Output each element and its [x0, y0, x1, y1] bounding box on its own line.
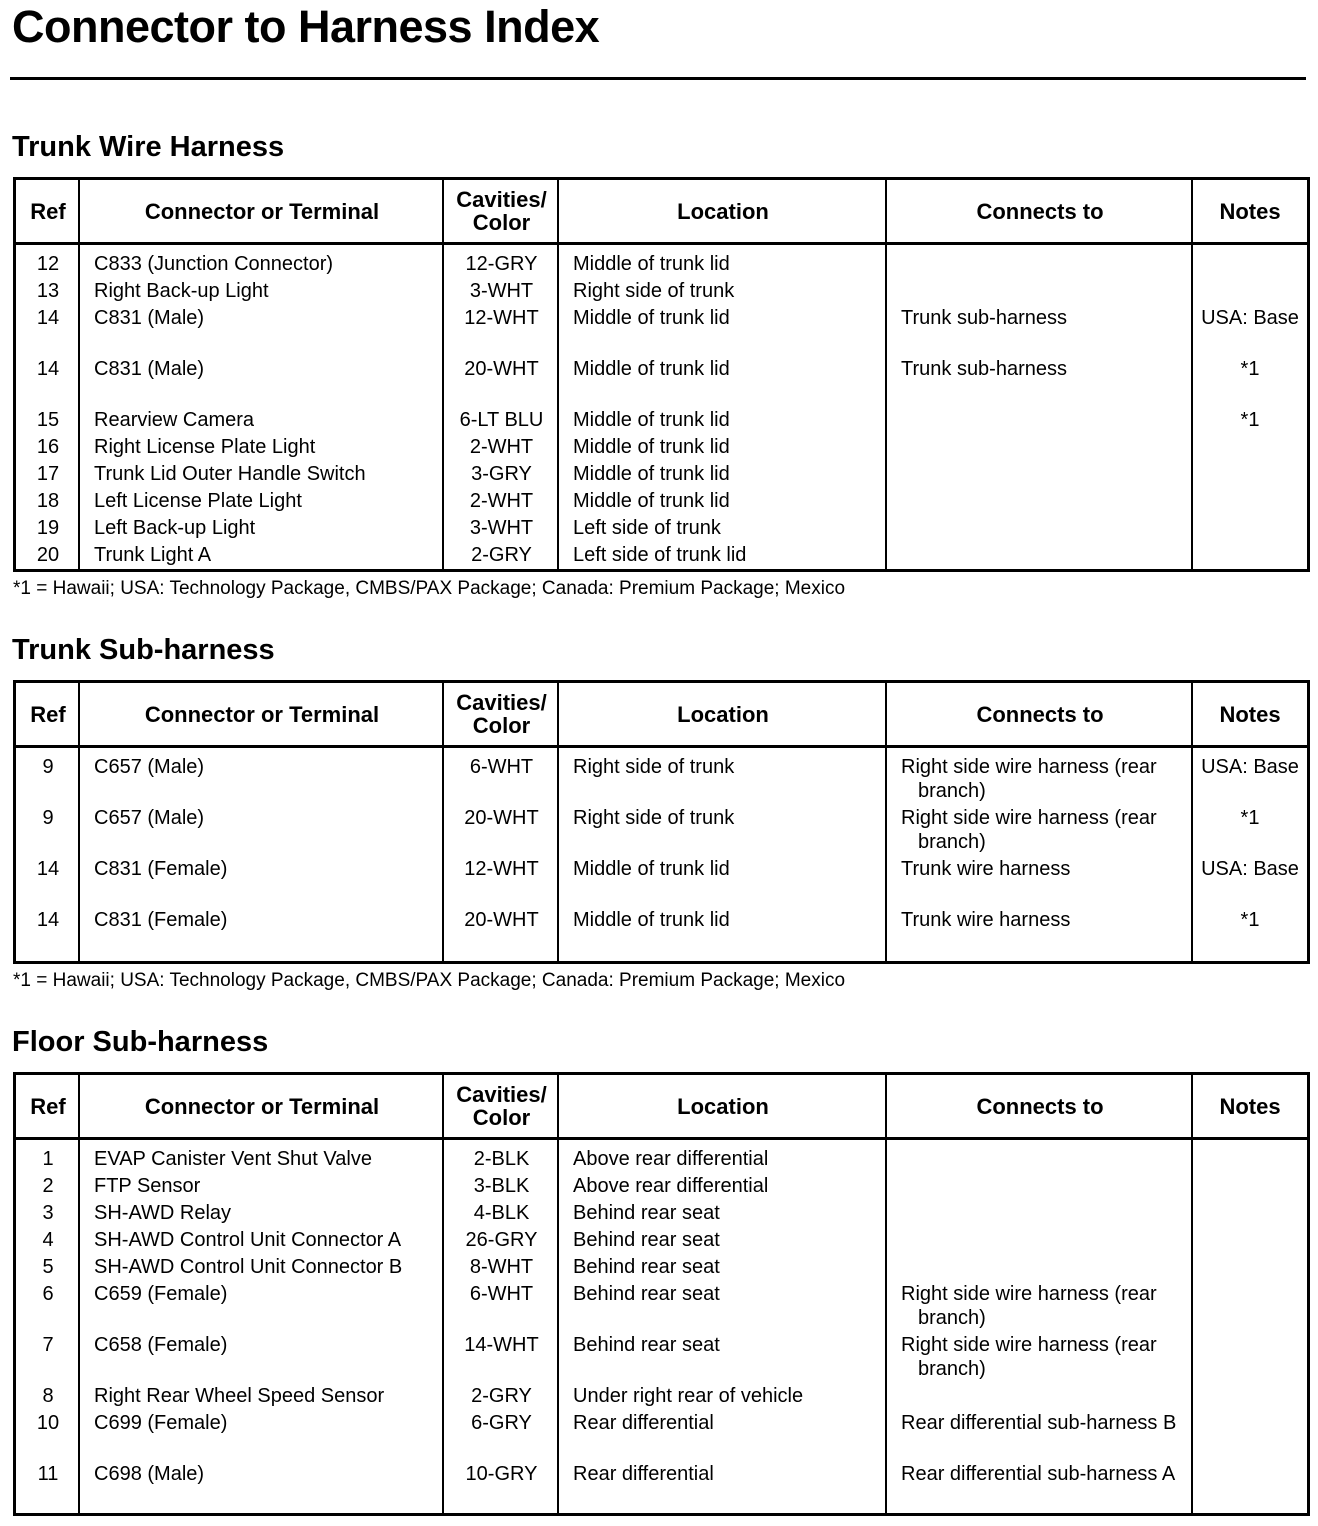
cell-ref: 3	[42, 1202, 54, 1224]
cell-cavities: 3-WHT	[469, 280, 534, 302]
cell-connector: SH-AWD Control Unit Connector A	[94, 1229, 402, 1251]
connects-to-line-2: branch)	[918, 831, 986, 853]
table-row	[16, 543, 1307, 570]
header-ref: Ref	[30, 701, 66, 727]
cell-notes	[1193, 435, 1307, 462]
cell-notes	[1193, 1174, 1307, 1201]
cell-connects-to	[887, 435, 1193, 462]
table-row	[16, 755, 1307, 806]
cell-cavities: 2-GRY	[471, 544, 532, 566]
cell-connector: C698 (Male)	[94, 1463, 205, 1485]
connects-to-line-1: Trunk wire harness	[901, 858, 1071, 880]
cell-connects-to	[887, 1411, 1193, 1462]
cell-ref: 14	[36, 358, 60, 380]
cell-connector: FTP Sensor	[94, 1175, 201, 1197]
cell-ref: 6	[42, 1283, 54, 1305]
cell-cavities: 4-BLK	[473, 1202, 530, 1224]
connects-to-line-1: Trunk sub-harness	[901, 358, 1067, 380]
section-title-floor-sub-harness: Floor Sub-harness	[12, 1026, 269, 1058]
table-row	[16, 1462, 1307, 1489]
cell-connects-to	[887, 1282, 1193, 1333]
cell-notes: *1	[1240, 409, 1260, 431]
cell-cavities: 6-LT BLU	[459, 409, 544, 431]
cell-cavities: 6-GRY	[471, 1412, 532, 1434]
cell-ref: 11	[37, 1463, 59, 1485]
table-row	[16, 462, 1307, 489]
connects-to-line-2: branch)	[918, 1358, 986, 1380]
cell-notes: *1	[1240, 358, 1260, 380]
cell-location: Middle of trunk lid	[573, 490, 730, 512]
section-title-trunk-wire-harness: Trunk Wire Harness	[12, 131, 285, 163]
cell-connector: C659 (Female)	[94, 1283, 228, 1305]
cell-connector: SH-AWD Relay	[94, 1202, 232, 1224]
cell-cavities: 12-WHT	[464, 858, 539, 880]
table-row	[16, 1282, 1307, 1333]
table-row	[16, 489, 1307, 516]
title-divider	[10, 77, 1306, 80]
header-cavities: Cavities/ Color	[456, 1082, 547, 1130]
cell-cavities: 2-BLK	[473, 1148, 530, 1170]
header-connector: Connector or Terminal	[144, 701, 380, 727]
connects-to-line-1: Right side wire harness (rear	[901, 1334, 1157, 1356]
cell-notes	[1193, 1228, 1307, 1255]
cell-cavities: 20-WHT	[464, 807, 539, 829]
header-ref: Ref	[30, 1093, 66, 1119]
cell-connects-to	[887, 755, 1193, 806]
table-row	[16, 408, 1307, 435]
cell-connects-to	[887, 1462, 1193, 1489]
cell-connects-to	[887, 1201, 1193, 1228]
cell-cavities: 6-WHT	[469, 756, 534, 778]
cell-notes: USA: Base	[1201, 756, 1299, 778]
cell-location: Middle of trunk lid	[573, 358, 730, 380]
cell-location: Middle of trunk lid	[573, 253, 730, 275]
cell-connector: C833 (Junction Connector)	[94, 253, 334, 275]
cell-notes	[1193, 1333, 1307, 1384]
connects-to-line-1: Right side wire harness (rear	[901, 807, 1157, 829]
cell-ref: 14	[36, 858, 60, 880]
table-row	[16, 1411, 1307, 1462]
connects-to-line-1: Right side wire harness (rear	[901, 756, 1157, 778]
cell-cavities: 20-WHT	[464, 909, 539, 931]
cell-connects-to	[887, 806, 1193, 857]
cell-location: Behind rear seat	[573, 1229, 720, 1251]
connects-to-line-2: branch)	[918, 1307, 986, 1329]
cell-connector: Rearview Camera	[94, 409, 255, 431]
cell-ref: 14	[36, 909, 60, 931]
table-row	[16, 857, 1307, 908]
cell-cavities: 3-BLK	[473, 1175, 530, 1197]
table-row	[16, 1384, 1307, 1411]
cell-connects-to	[887, 516, 1193, 543]
cell-connects-to	[887, 1384, 1193, 1411]
connects-to-line-1: Trunk sub-harness	[901, 307, 1067, 329]
cell-notes	[1193, 1282, 1307, 1333]
cell-location: Right side of trunk	[573, 280, 735, 302]
cell-cavities: 2-WHT	[469, 490, 534, 512]
cell-location: Above rear differential	[573, 1148, 769, 1170]
cell-connects-to	[887, 462, 1193, 489]
cell-ref: 10	[36, 1412, 60, 1434]
connects-to-line-1: Rear differential sub-harness A	[901, 1463, 1176, 1485]
cell-connector: Trunk Light A	[94, 544, 212, 566]
cell-cavities: 10-GRY	[465, 1463, 538, 1485]
table-header	[16, 683, 1307, 748]
cell-cavities: 14-WHT	[464, 1334, 539, 1356]
cell-notes	[1193, 543, 1307, 570]
cell-ref: 8	[42, 1385, 54, 1407]
cell-notes	[1193, 1462, 1307, 1489]
cell-connector: C831 (Male)	[94, 307, 205, 329]
cell-ref: 13	[36, 280, 60, 302]
cell-location: Behind rear seat	[573, 1283, 720, 1305]
cell-connector: C831 (Female)	[94, 909, 228, 931]
footnote: *1 = Hawaii; USA: Technology Package, CMBS/PAX Package; Canada: Premium Package; Mexico	[13, 970, 846, 991]
cell-cavities: 12-WHT	[464, 307, 539, 329]
cell-connects-to	[887, 357, 1193, 408]
table-row	[16, 1147, 1307, 1174]
cell-notes: *1	[1240, 909, 1260, 931]
table-row	[16, 1174, 1307, 1201]
header-cavities: Cavities/ Color	[456, 187, 547, 235]
cell-ref: 20	[36, 544, 60, 566]
header-connects-to: Connects to	[976, 1093, 1104, 1119]
header-connects-to: Connects to	[976, 701, 1104, 727]
cell-location: Left side of trunk	[573, 517, 721, 539]
cell-notes	[1193, 252, 1307, 279]
cell-connects-to	[887, 1228, 1193, 1255]
cell-connects-to	[887, 252, 1193, 279]
cell-notes	[1193, 1384, 1307, 1411]
header-notes: Notes	[1219, 701, 1281, 727]
cell-ref: 5	[42, 1256, 54, 1278]
cell-ref: 9	[42, 807, 54, 829]
cell-cavities: 20-WHT	[464, 358, 539, 380]
header-notes: Notes	[1219, 198, 1281, 224]
cell-connector: C831 (Female)	[94, 858, 228, 880]
cell-connects-to	[887, 543, 1193, 570]
header-connects-to: Connects to	[976, 198, 1104, 224]
cell-cavities: 2-WHT	[469, 436, 534, 458]
table-header	[16, 180, 1307, 245]
cell-location: Under right rear of vehicle	[573, 1385, 804, 1407]
cell-cavities: 8-WHT	[469, 1256, 534, 1278]
cell-ref: 12	[36, 253, 60, 275]
table-row	[16, 435, 1307, 462]
cell-connector: C699 (Female)	[94, 1412, 228, 1434]
cell-cavities: 3-WHT	[469, 517, 534, 539]
cell-connector: Right Rear Wheel Speed Sensor	[94, 1385, 385, 1407]
cell-location: Rear differential	[573, 1463, 714, 1485]
connects-to-line-2: branch)	[918, 780, 986, 802]
cell-connects-to	[887, 908, 1193, 959]
cell-connects-to	[887, 1333, 1193, 1384]
cell-connector: Trunk Lid Outer Handle Switch	[94, 463, 366, 485]
connects-to-line-1: Trunk wire harness	[901, 909, 1071, 931]
table-row	[16, 1255, 1307, 1282]
cell-notes: *1	[1240, 807, 1260, 829]
header-location: Location	[677, 1093, 769, 1119]
cell-location: Middle of trunk lid	[573, 858, 730, 880]
cell-cavities: 12-GRY	[465, 253, 538, 275]
table-row	[16, 1201, 1307, 1228]
table-trunk-sub-harness	[13, 680, 1310, 964]
cell-connects-to	[887, 306, 1193, 357]
cell-connects-to	[887, 1255, 1193, 1282]
cell-connector: Left Back-up Light	[94, 517, 256, 539]
cell-connector: C658 (Female)	[94, 1334, 228, 1356]
table-row	[16, 252, 1307, 279]
cell-ref: 4	[42, 1229, 54, 1251]
cell-location: Rear differential	[573, 1412, 714, 1434]
cell-cavities: 26-GRY	[465, 1229, 538, 1251]
table-row	[16, 357, 1307, 408]
cell-notes	[1193, 516, 1307, 543]
cell-location: Behind rear seat	[573, 1334, 720, 1356]
header-cavities: Cavities/ Color	[456, 690, 547, 738]
cell-location: Right side of trunk	[573, 756, 735, 778]
section-title-trunk-sub-harness: Trunk Sub-harness	[12, 634, 275, 666]
cell-cavities: 3-GRY	[471, 463, 532, 485]
header-location: Location	[677, 198, 769, 224]
header-connector: Connector or Terminal	[144, 198, 380, 224]
cell-connector: C657 (Male)	[94, 756, 205, 778]
cell-notes	[1193, 1255, 1307, 1282]
table-row	[16, 1228, 1307, 1255]
cell-notes	[1193, 1411, 1307, 1462]
cell-ref: 2	[42, 1175, 54, 1197]
cell-notes: USA: Base	[1201, 858, 1299, 880]
cell-ref: 9	[42, 756, 54, 778]
table-row	[16, 279, 1307, 306]
cell-connector: Right Back-up Light	[94, 280, 269, 302]
cell-location: Middle of trunk lid	[573, 409, 730, 431]
cell-ref: 1	[42, 1148, 54, 1170]
cell-location: Right side of trunk	[573, 807, 735, 829]
cell-connector: SH-AWD Control Unit Connector B	[94, 1256, 403, 1278]
header-notes: Notes	[1219, 1093, 1281, 1119]
cell-ref: 15	[36, 409, 60, 431]
cell-connects-to	[887, 1147, 1193, 1174]
table-row	[16, 1333, 1307, 1384]
cell-notes	[1193, 279, 1307, 306]
table-floor-sub-harness	[13, 1072, 1310, 1516]
table-row	[16, 806, 1307, 857]
table-trunk-wire-harness	[13, 177, 1310, 572]
cell-connector: EVAP Canister Vent Shut Valve	[94, 1148, 372, 1170]
page-title: Connector to Harness Index	[12, 1, 600, 52]
connects-to-line-1: Right side wire harness (rear	[901, 1283, 1157, 1305]
cell-connector: C657 (Male)	[94, 807, 205, 829]
cell-connects-to	[887, 489, 1193, 516]
cell-cavities: 6-WHT	[469, 1283, 534, 1305]
header-connector: Connector or Terminal	[144, 1093, 380, 1119]
cell-connector: Right License Plate Light	[94, 436, 316, 458]
cell-location: Middle of trunk lid	[573, 463, 730, 485]
cell-location: Left side of trunk lid	[573, 544, 747, 566]
cell-location: Behind rear seat	[573, 1256, 720, 1278]
cell-location: Above rear differential	[573, 1175, 769, 1197]
cell-connector: C831 (Male)	[94, 358, 205, 380]
cell-connects-to	[887, 1174, 1193, 1201]
cell-ref: 18	[36, 490, 60, 512]
cell-ref: 14	[36, 307, 60, 329]
cell-connects-to	[887, 857, 1193, 908]
cell-notes: USA: Base	[1201, 307, 1299, 329]
cell-connects-to	[887, 279, 1193, 306]
table-row	[16, 306, 1307, 357]
connects-to-line-1: Rear differential sub-harness B	[901, 1412, 1177, 1434]
cell-location: Middle of trunk lid	[573, 307, 730, 329]
cell-ref: 17	[36, 463, 60, 485]
footnote: *1 = Hawaii; USA: Technology Package, CMBS/PAX Package; Canada: Premium Package; Mexico	[13, 578, 846, 599]
cell-location: Middle of trunk lid	[573, 436, 730, 458]
cell-notes	[1193, 489, 1307, 516]
cell-location: Middle of trunk lid	[573, 909, 730, 931]
cell-ref: 16	[36, 436, 60, 458]
cell-location: Behind rear seat	[573, 1202, 720, 1224]
cell-ref: 7	[42, 1334, 54, 1356]
table-row	[16, 908, 1307, 959]
cell-notes	[1193, 462, 1307, 489]
cell-cavities: 2-GRY	[471, 1385, 532, 1407]
header-ref: Ref	[30, 198, 66, 224]
cell-ref: 19	[36, 517, 60, 539]
cell-connects-to	[887, 408, 1193, 435]
table-header	[16, 1075, 1307, 1140]
cell-connector: Left License Plate Light	[94, 490, 302, 512]
cell-notes	[1193, 1147, 1307, 1174]
cell-notes	[1193, 1201, 1307, 1228]
table-row	[16, 516, 1307, 543]
header-location: Location	[677, 701, 769, 727]
